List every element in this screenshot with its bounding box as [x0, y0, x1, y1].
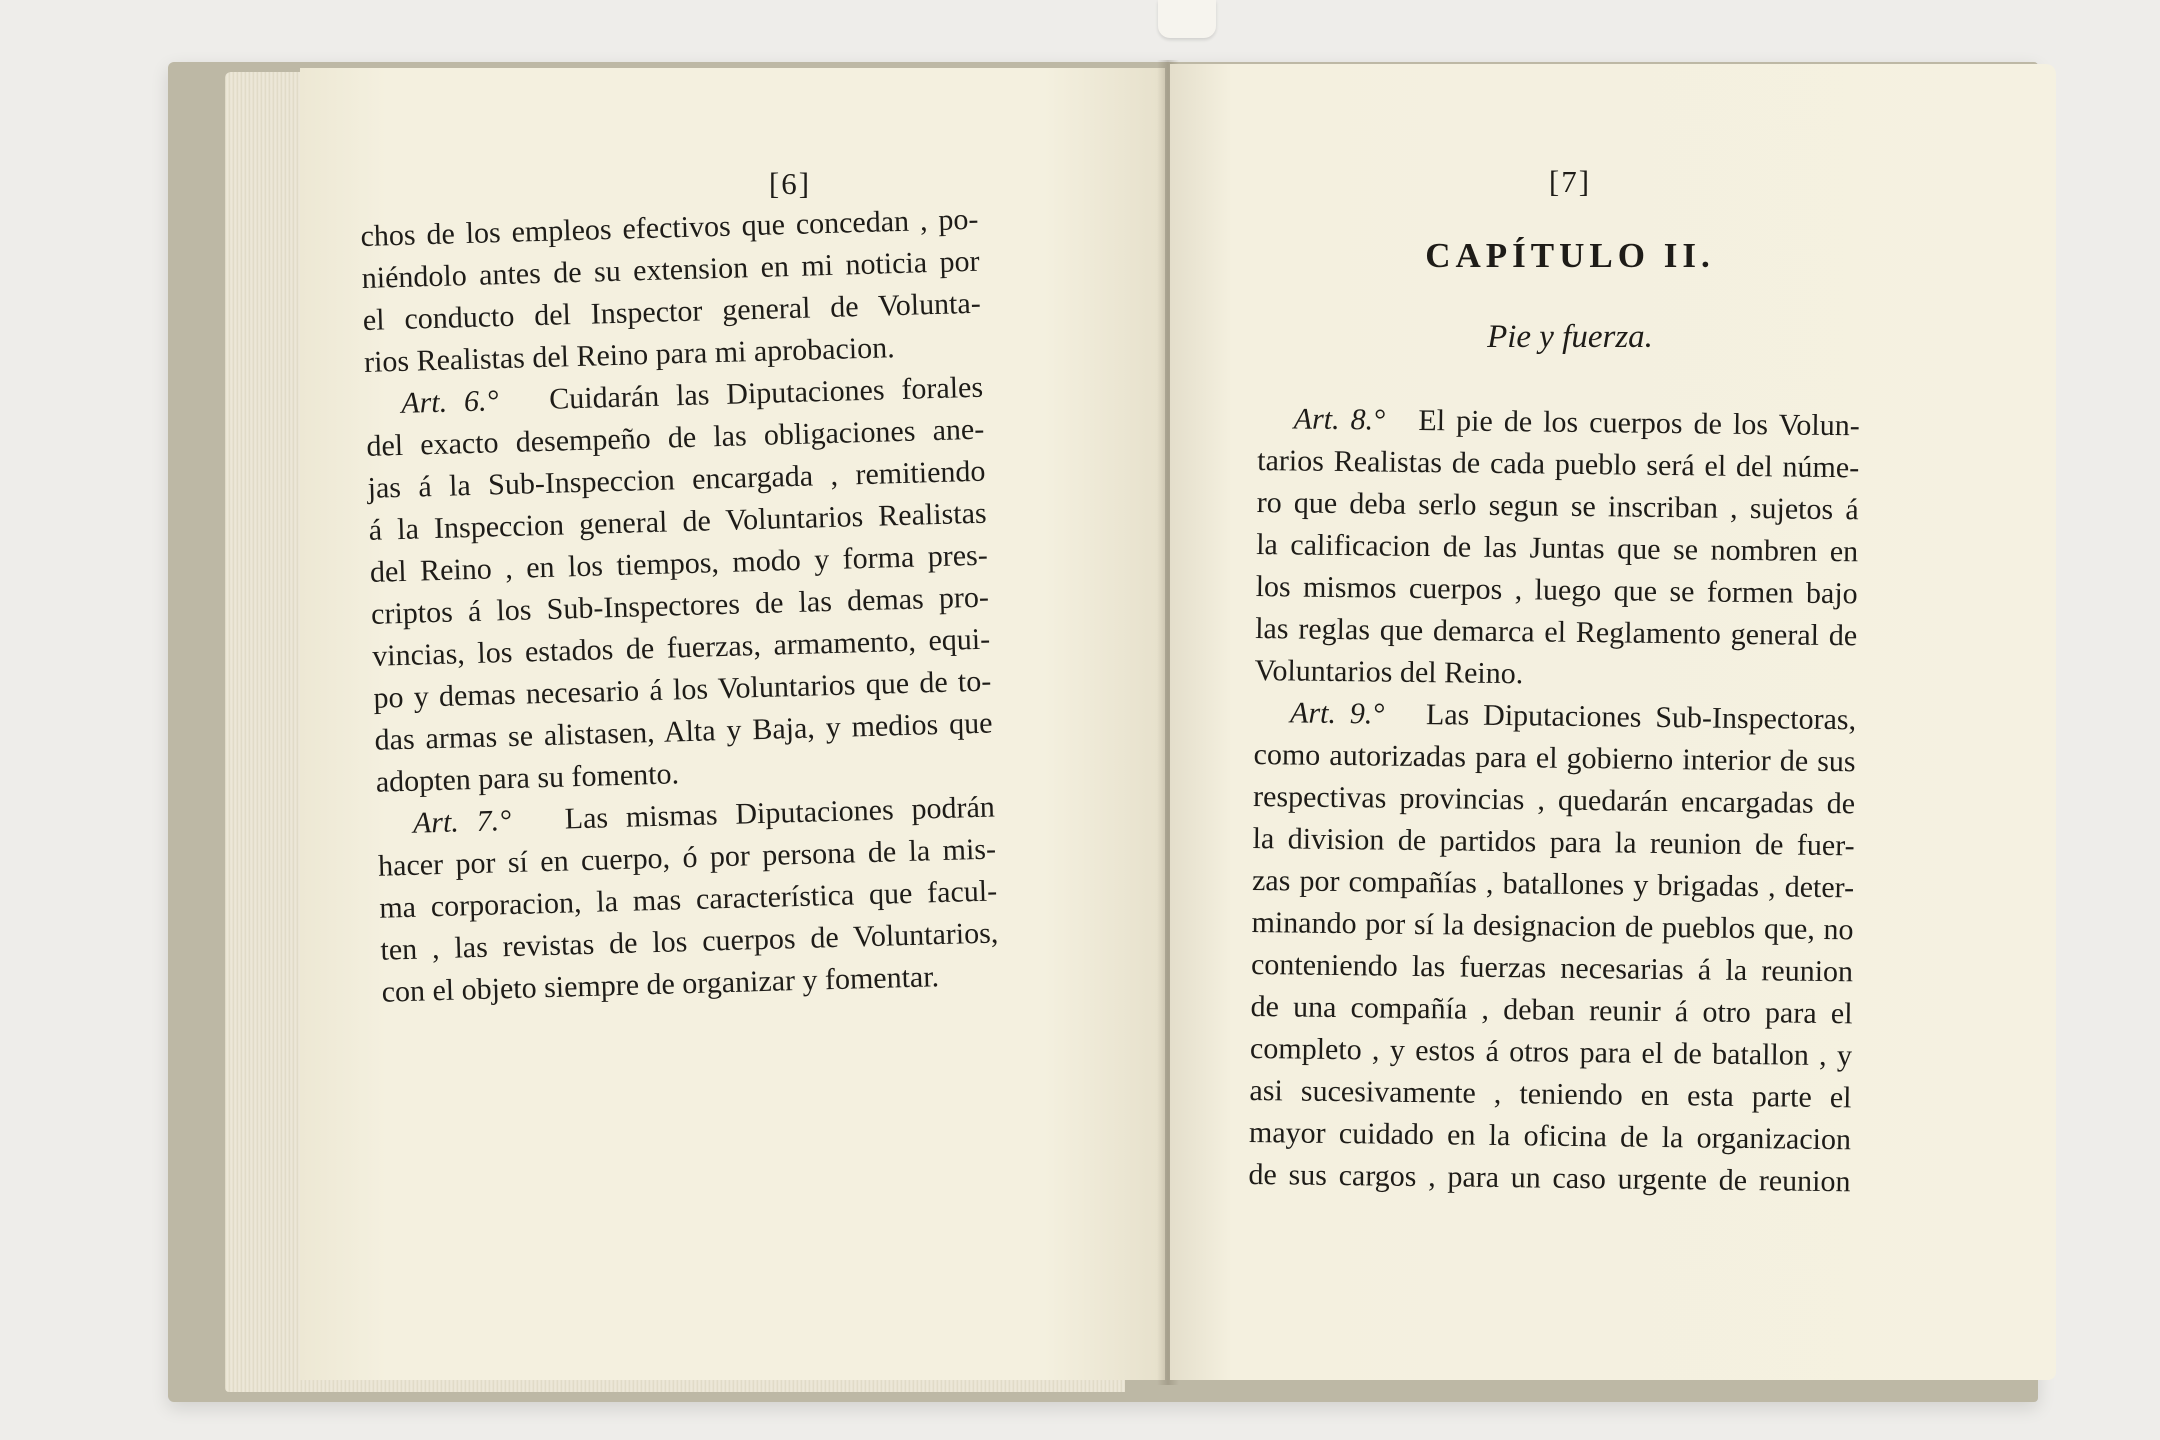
text-line: asi sucesivamente , teniendo en esta parte el: [1249, 1073, 1852, 1115]
chapter-subtitle: Pie y fuerza.: [1487, 319, 1653, 355]
text-line: tarios Realistas de cada pueblo será el del núme-: [1257, 443, 1860, 485]
text-line: la calificacion de las Juntas que se nombren en: [1256, 527, 1859, 569]
text-line: jas á la Sub-Inspeccion encargada , remitiendo: [367, 454, 986, 505]
text-line: conteniendo las fuerzas necesarias á la reunion: [1250, 947, 1854, 989]
text-line: del Reino , en los tiempos, modo y forma pres-: [369, 538, 989, 589]
text-line: hacer por sí en cuerpo, ó por persona de la mis-: [377, 832, 997, 883]
article-label: Art. 6.°: [400, 384, 499, 420]
text-line: á la Inspeccion general de Voluntarios Realistas: [368, 496, 988, 547]
text-line: niéndolo antes de su extension en mi noticia por: [361, 244, 980, 295]
left-page-text: [360, 199, 1000, 1014]
text-line: respectivas provincias , quedarán encargadas de: [1252, 779, 1856, 821]
article-label: Art. 9.°: [1289, 696, 1385, 731]
article-label: Art. 7.°: [412, 804, 512, 840]
text-span: Las Diputaciones Sub-Inspectoras,: [1425, 698, 1857, 737]
text-line: minando por sí la designacion de pueblos que, no: [1251, 905, 1854, 947]
ribbon-bookmark: [1158, 0, 1216, 38]
text-line: zas por compañías , batallones y brigadas , deter-: [1251, 863, 1855, 905]
text-line: ten , las revistas de los cuerpos de Voluntarios,: [380, 916, 999, 967]
text-line: adopten para su fomento.: [375, 757, 680, 799]
text-line: vincias, los estados de fuerzas, armamento, equi-: [371, 622, 991, 673]
text-line: con el objeto siempre de organizar y fomentar.: [381, 960, 940, 1009]
text-span: El pie de los cuerpos de los Volun-: [1418, 403, 1860, 443]
page-number-left: [6]: [768, 166, 812, 201]
text-line: las reglas que demarca el Reglamento general de: [1254, 611, 1858, 653]
right-page: [1170, 64, 2056, 1380]
text-line: la division de partidos para la reunion de fuer-: [1252, 821, 1855, 863]
text-line: [1254, 692, 1856, 741]
text-line: mayor cuidado en la oficina de la organizacion: [1248, 1115, 1852, 1157]
left-page: [300, 68, 1165, 1380]
text-line: rios Realistas del Reino para mi aprobacion.: [363, 331, 896, 379]
page-number-right: [7]: [1548, 164, 1592, 199]
text-line: de una compañía , deban reunir á otro para el: [1250, 989, 1853, 1031]
text-line: criptos á los Sub-Inspectores de las demas pro-: [370, 580, 990, 631]
text-span: Cuidarán las Diputaciones forales: [548, 370, 984, 416]
text-line: chos de los empleos efectivos que concedan , po-: [360, 202, 979, 253]
text-line: ro que deba serlo segun se inscriban , sujetos á: [1256, 485, 1859, 527]
text-line: das armas se alistasen, Alta y Baja, y medios que: [374, 706, 993, 757]
text-line: el conducto del Inspector general de Volunta-: [362, 286, 982, 337]
chapter-title: CAPÍTULO II.: [1425, 236, 1715, 275]
article-label: Art. 8.°: [1293, 402, 1386, 437]
text-line: ma corporacion, la mas característica que facul-: [378, 874, 998, 925]
show-through-text: [400, 1020, 960, 1172]
text-span: Las mismas Diputaciones podrán: [564, 790, 996, 836]
text-line: del exacto desempeño de las obligaciones ane-: [365, 412, 985, 463]
right-page-text: [1248, 398, 1860, 1203]
text-line: [1257, 398, 1859, 447]
text-line: Voluntarios del Reino.: [1254, 653, 1524, 691]
text-line: los mismos cuerpos , luego que se formen bajo: [1255, 569, 1858, 611]
text-line: como autorizadas para el gobierno interior de sus: [1253, 737, 1856, 779]
text-line: completo , y estos á otros para el de batallon , y: [1249, 1031, 1853, 1073]
text-line: de sus cargos , para un caso urgente de reunion: [1248, 1157, 1851, 1199]
text-line: po y demas necesario á los Voluntarios que de to-: [373, 664, 992, 715]
